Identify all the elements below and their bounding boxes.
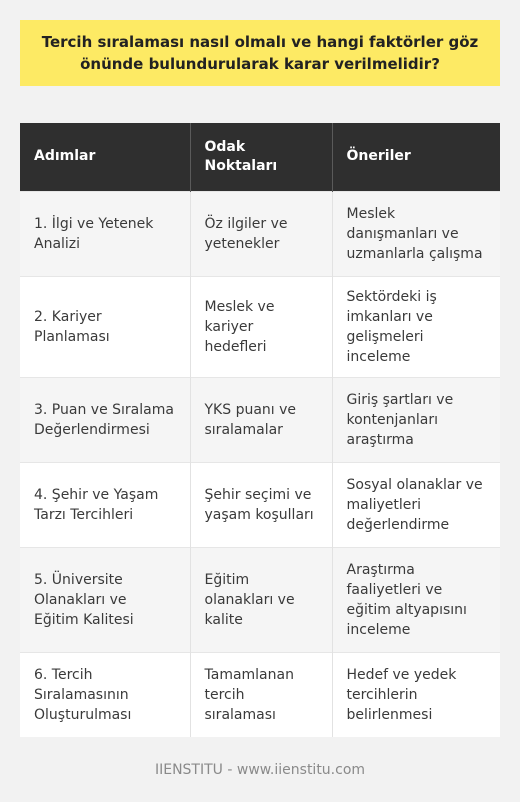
recommendation-cell: Araştırma faaliyetleri ve eğitim altyapısını inceleme — [332, 547, 500, 652]
page-title: Tercih sıralaması nasıl olmalı ve hangi faktörler göz önünde bulundurularak karar verilmelidir? — [41, 33, 479, 73]
header-steps: Adımlar — [20, 123, 190, 191]
table-row — [20, 652, 500, 737]
recommendation-cell: Sektördeki iş imkanları ve gelişmeleri inceleme — [332, 276, 500, 377]
recommendation-cell: Hedef ve yedek tercihlerin belirlenmesi — [332, 652, 500, 737]
table-header-row — [20, 123, 500, 191]
step-cell: 1. İlgi ve Yetenek Analizi — [20, 191, 190, 276]
footer-credit: IIENSTITU - www.iienstitu.com — [154, 762, 366, 778]
focus-cell: Meslek ve kariyer hedefleri — [190, 276, 332, 377]
focus-cell: Tamamlanan tercih sıralaması — [190, 652, 332, 737]
table-row — [20, 377, 500, 462]
focus-cell: YKS puanı ve sıralamalar — [190, 377, 332, 462]
table-row — [20, 547, 500, 652]
table-row — [20, 276, 500, 377]
step-cell: 2. Kariyer Planlaması — [20, 276, 190, 377]
step-cell: 4. Şehir ve Yaşam Tarzı Tercihleri — [20, 462, 190, 547]
step-cell: 6. Tercih Sıralamasının Oluşturulması — [20, 652, 190, 737]
focus-cell: Şehir seçimi ve yaşam koşulları — [190, 462, 332, 547]
table-row — [20, 191, 500, 276]
focus-cell: Öz ilgiler ve yetenekler — [190, 191, 332, 276]
page-title-banner — [20, 20, 500, 86]
step-cell: 3. Puan ve Sıralama Değerlendirmesi — [20, 377, 190, 462]
focus-cell: Eğitim olanakları ve kalite — [190, 547, 332, 652]
steps-table — [20, 123, 500, 737]
header-focus-points: Odak Noktaları — [190, 123, 332, 191]
recommendation-cell: Sosyal olanaklar ve maliyetleri değerlendirme — [332, 462, 500, 547]
recommendation-cell: Giriş şartları ve kontenjanları araştırma — [332, 377, 500, 462]
recommendation-cell: Meslek danışmanları ve uzmanlarla çalışma — [332, 191, 500, 276]
header-recommendations: Öneriler — [332, 123, 500, 191]
table-row — [20, 462, 500, 547]
step-cell: 5. Üniversite Olanakları ve Eğitim Kalitesi — [20, 547, 190, 652]
